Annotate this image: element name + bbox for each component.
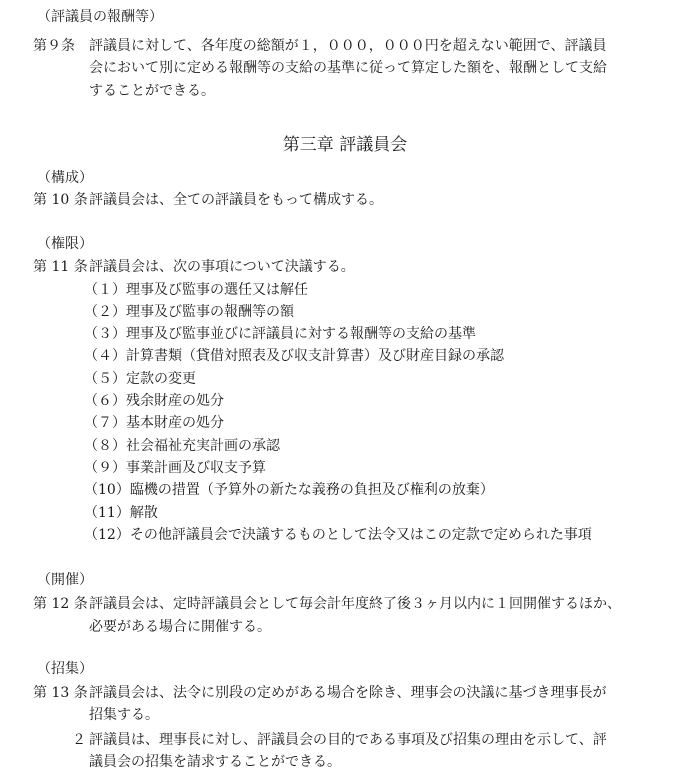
article11-item-11: （11）解散 bbox=[84, 505, 158, 521]
article12-line-1: 評議員会は、定時評議員会として毎会計年度終了後３ヶ月以内に１回開催するほか、 bbox=[89, 596, 621, 612]
article12-number: 第 12 条 bbox=[33, 596, 88, 612]
article13-number: 第 13 条 bbox=[33, 685, 88, 701]
article11-item-8: （８）社会福祉充実計画の承認 bbox=[84, 438, 280, 454]
article11-item-5: （５）定款の変更 bbox=[84, 371, 196, 387]
article12-caption: （開催） bbox=[37, 572, 93, 588]
article13-para2-line-1: 評議員は、理事長に対し、評議員会の目的である事項及び招集の理由を示して、評 bbox=[89, 732, 607, 748]
article11-item-3: （３）理事及び監事並びに評議員に対する報酬等の支給の基準 bbox=[84, 326, 476, 342]
article12-line-2: 必要がある場合に開催する。 bbox=[89, 619, 271, 635]
article11-item-6: （６）残余財産の処分 bbox=[84, 393, 224, 409]
article10-number: 第 10 条 bbox=[33, 192, 88, 208]
chapter-title: 第三章 評議員会 bbox=[282, 135, 408, 155]
article9-line-2: 会において別に定める報酬等の支給の基準に従って算定した額を、報酬として支給 bbox=[89, 60, 607, 76]
article10-caption: （構成） bbox=[37, 170, 93, 186]
article11-item-12: （12）その他評議員会で決議するものとして法令又はこの定款で定められた事項 bbox=[84, 527, 592, 543]
article11-item-7: （７）基本財産の処分 bbox=[84, 415, 224, 431]
article13-para2-number: ２ bbox=[72, 732, 86, 748]
article11-number: 第 11 条 bbox=[33, 259, 88, 275]
article11-item-2: （２）理事及び監事の報酬等の額 bbox=[84, 304, 294, 320]
article11-caption: （権限） bbox=[37, 236, 93, 252]
article11-item-1: （１）理事及び監事の選任又は解任 bbox=[84, 282, 308, 298]
article13-para2-line-2: 議員会の招集を請求することができる。 bbox=[89, 754, 341, 770]
article11-item-10: （10）臨機の措置（予算外の新たな義務の負担及び権利の放棄） bbox=[84, 482, 494, 498]
article10-text: 評議員会は、全ての評議員をもって構成する。 bbox=[89, 192, 383, 208]
article11-item-9: （９）事業計画及び収支予算 bbox=[84, 460, 266, 476]
article11-item-4: （４）計算書類（貸借対照表及び収支計算書）及び財産目録の承認 bbox=[84, 348, 504, 364]
article13-line-2: 招集する。 bbox=[89, 707, 159, 723]
article9-caption: （評議員の報酬等） bbox=[37, 9, 163, 25]
article9-line-1: 評議員に対して、各年度の総額が１，０００，０００円を超えない範囲で、評議員 bbox=[89, 38, 607, 54]
article13-caption: （招集） bbox=[37, 661, 93, 677]
article13-line-1: 評議員会は、法令に別段の定めがある場合を除き、理事会の決議に基づき理事長が bbox=[89, 685, 607, 701]
article9-line-3: することができる。 bbox=[89, 83, 215, 99]
article11-text: 評議員会は、次の事項について決議する。 bbox=[89, 259, 355, 275]
article9-number: 第９条 bbox=[33, 38, 75, 54]
